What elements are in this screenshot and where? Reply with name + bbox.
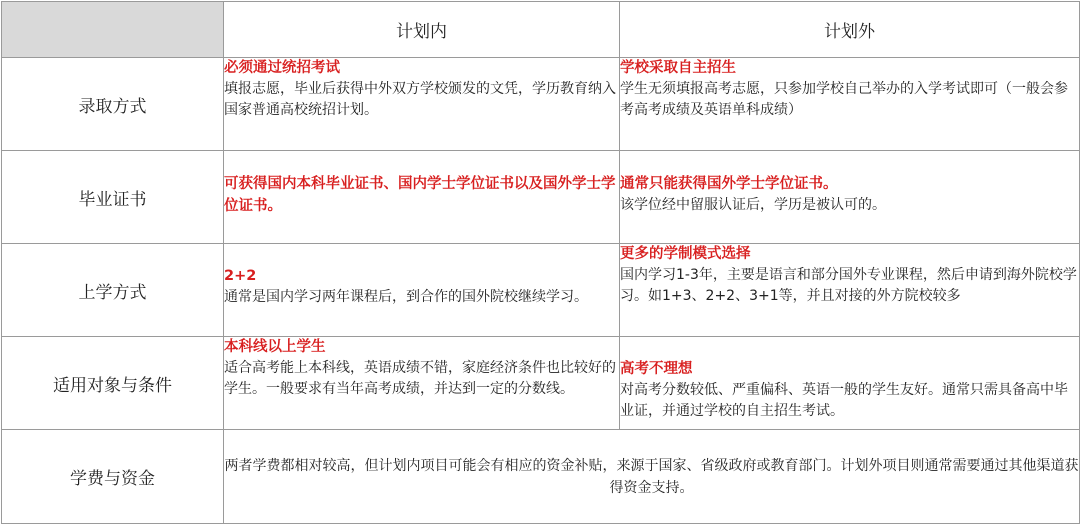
in-plan-cell [224,58,620,151]
table-row [2,244,1080,337]
out-plan-cell [620,337,1080,430]
body-text: 对高考分数较低、严重偏科、英语一般的学生友好。通常只需具备高中毕业证，并通过学校的自主招生考试。 [620,382,1068,419]
highlight-text: 本科线以上学生 [224,339,326,355]
highlight-text: 高考不理想 [620,361,693,377]
table-row [2,430,1080,524]
row-header: 适用对象与条件 [2,337,224,430]
table-row [2,151,1080,244]
merged-cell: 两者学费都相对较高，但计划内项目可能会有相应的资金补贴，来源于国家、省级政府或教育部门。计划外项目则通常需要通过其他渠道获得资金支持。 [224,430,1080,524]
body-text: 该学位经中留服认证后，学历是被认可的。 [620,197,886,213]
comparison-table [1,1,1080,524]
highlight-text: 学校采取自主招生 [620,60,736,76]
row-header: 上学方式 [2,244,224,337]
in-plan-cell [224,244,620,337]
table-row [2,337,1080,430]
body-text: 填报志愿，毕业后获得中外双方学校颁发的文凭，学历教育纳入国家普通高校统招计划。 [224,81,616,118]
highlight-text: 通常只能获得国外学士学位证书。 [620,176,838,192]
highlight-text: 可获得国内本科毕业证书、国内学士学位证书以及国外学士学位证书。 [224,176,616,214]
highlight-text: 2+2 [224,268,257,284]
out-plan-cell [620,151,1080,244]
highlight-text: 必须通过统招考试 [224,60,340,76]
row-header: 学费与资金 [2,430,224,524]
in-plan-cell [224,151,620,244]
out-plan-cell [620,244,1080,337]
body-text: 学生无须填报高考志愿，只参加学校自己举办的入学考试即可（一般会参考高考成绩及英语单科成绩） [620,81,1068,118]
body-text: 国内学习1-3年，主要是语言和部分国外专业课程，然后申请到海外院校学习。如1+3、2+2、3+1等，并且对接的外方院校较多 [620,267,1077,304]
corner-cell [2,2,224,58]
header-row [2,2,1080,58]
column-header-in-plan: 计划内 [224,2,620,58]
body-text: 适合高考能上本科线，英语成绩不错，家庭经济条件也比较好的学生。一般要求有当年高考成绩，并达到一定的分数线。 [224,360,616,397]
in-plan-cell [224,337,620,430]
highlight-text: 更多的学制模式选择 [620,246,751,262]
row-header: 录取方式 [2,58,224,151]
body-text: 通常是国内学习两年课程后，到合作的国外院校继续学习。 [224,289,588,305]
out-plan-cell [620,58,1080,151]
table-row [2,58,1080,151]
column-header-out-plan: 计划外 [620,2,1080,58]
row-header: 毕业证书 [2,151,224,244]
